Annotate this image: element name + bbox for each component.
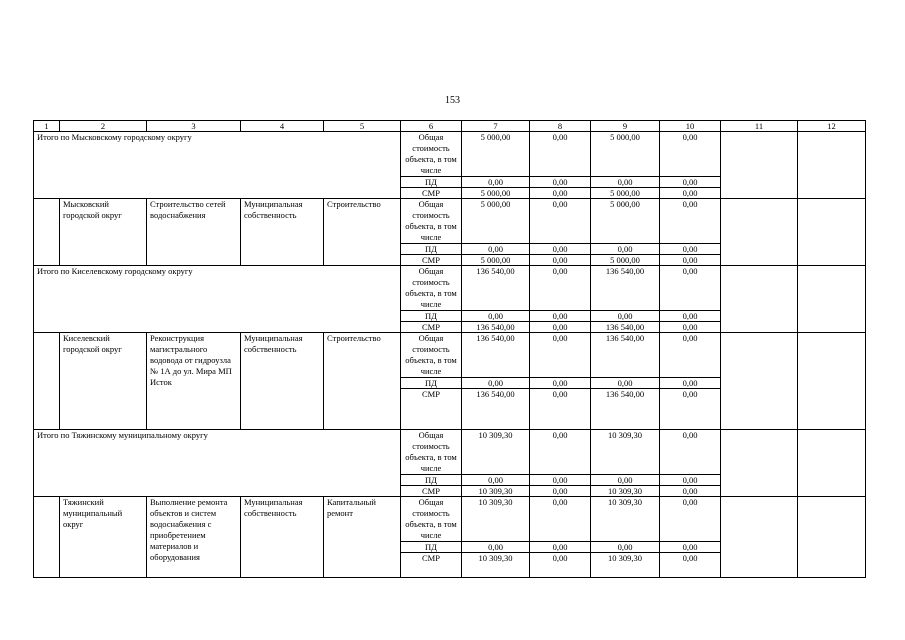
value-cell-c7: 0,00 <box>462 475 530 486</box>
empty-cell-12 <box>798 132 866 199</box>
district-total-label: Итого по Мысковскому городскому округу <box>34 132 401 199</box>
value-cell-c8: 0,00 <box>530 177 591 188</box>
empty-cell-11 <box>721 333 798 430</box>
column-header: 10 <box>660 121 721 132</box>
value-cell-c10: 0,00 <box>660 430 721 475</box>
cost-type-cell: ПД <box>401 542 462 553</box>
column-header: 9 <box>591 121 660 132</box>
value-cell-c7: 10 309,30 <box>462 497 530 542</box>
ownership-cell: Муниципальная собственность <box>241 497 324 578</box>
financing-table <box>33 120 866 578</box>
value-cell-c10: 0,00 <box>660 333 721 378</box>
value-cell-c10: 0,00 <box>660 475 721 486</box>
cost-type-cell: СМР <box>401 389 462 430</box>
value-cell-c10: 0,00 <box>660 553 721 578</box>
empty-cell-12 <box>798 266 866 333</box>
value-cell-c8: 0,00 <box>530 542 591 553</box>
cost-type-cell: СМР <box>401 255 462 266</box>
cost-type-cell: ПД <box>401 177 462 188</box>
value-cell-c9: 0,00 <box>591 475 660 486</box>
work-type-cell: Строительство <box>324 199 401 266</box>
empty-cell-11 <box>721 497 798 578</box>
value-cell-c9: 5 000,00 <box>591 188 660 199</box>
value-cell-c8: 0,00 <box>530 553 591 578</box>
value-cell-c8: 0,00 <box>530 311 591 322</box>
ownership-cell: Муниципальная собственность <box>241 199 324 266</box>
value-cell-c7: 136 540,00 <box>462 266 530 311</box>
row-number-cell <box>34 497 60 578</box>
cost-type-cell: СМР <box>401 486 462 497</box>
value-cell-c9: 0,00 <box>591 177 660 188</box>
value-cell-c7: 5 000,00 <box>462 255 530 266</box>
empty-cell-11 <box>721 430 798 497</box>
column-header: 8 <box>530 121 591 132</box>
district-total-total-cost-row <box>34 132 866 177</box>
header-row <box>34 121 866 132</box>
value-cell-c7: 10 309,30 <box>462 553 530 578</box>
value-cell-c9: 136 540,00 <box>591 322 660 333</box>
value-cell-c10: 0,00 <box>660 486 721 497</box>
value-cell-c10: 0,00 <box>660 177 721 188</box>
value-cell-c10: 0,00 <box>660 188 721 199</box>
value-cell-c7: 5 000,00 <box>462 199 530 244</box>
value-cell-c7: 136 540,00 <box>462 322 530 333</box>
value-cell-c9: 5 000,00 <box>591 199 660 244</box>
work-type-cell: Строительство <box>324 333 401 430</box>
value-cell-c7: 0,00 <box>462 244 530 255</box>
value-cell-c9: 136 540,00 <box>591 389 660 430</box>
value-cell-c7: 5 000,00 <box>462 188 530 199</box>
empty-cell-11 <box>721 266 798 333</box>
value-cell-c8: 0,00 <box>530 322 591 333</box>
column-header: 1 <box>34 121 60 132</box>
object-total-cost-row <box>34 333 866 378</box>
object-total-cost-row <box>34 199 866 244</box>
value-cell-c9: 10 309,30 <box>591 430 660 475</box>
value-cell-c8: 0,00 <box>530 244 591 255</box>
value-cell-c8: 0,00 <box>530 188 591 199</box>
value-cell-c7: 5 000,00 <box>462 132 530 177</box>
value-cell-c8: 0,00 <box>530 430 591 475</box>
value-cell-c9: 10 309,30 <box>591 497 660 542</box>
empty-cell-12 <box>798 199 866 266</box>
municipality-cell: Киселевский городской округ <box>60 333 147 430</box>
value-cell-c7: 10 309,30 <box>462 486 530 497</box>
cost-type-cell: СМР <box>401 322 462 333</box>
value-cell-c10: 0,00 <box>660 322 721 333</box>
cost-type-cell: Общая стоимость объекта, в том числе <box>401 266 462 311</box>
empty-cell-12 <box>798 430 866 497</box>
value-cell-c9: 0,00 <box>591 378 660 389</box>
row-number-cell <box>34 199 60 266</box>
value-cell-c8: 0,00 <box>530 255 591 266</box>
district-total-label: Итого по Тяжинскому муниципальному округу <box>34 430 401 497</box>
object-name-cell: Реконструкция магистрального водовода от гидроузла № 1А до ул. Мира МП Исток <box>147 333 241 430</box>
value-cell-c10: 0,00 <box>660 199 721 244</box>
empty-cell-12 <box>798 333 866 430</box>
value-cell-c7: 0,00 <box>462 542 530 553</box>
cost-type-cell: ПД <box>401 475 462 486</box>
value-cell-c9: 5 000,00 <box>591 255 660 266</box>
column-header: 11 <box>721 121 798 132</box>
empty-cell-11 <box>721 199 798 266</box>
value-cell-c9: 10 309,30 <box>591 553 660 578</box>
district-total-total-cost-row <box>34 266 866 311</box>
value-cell-c7: 10 309,30 <box>462 430 530 475</box>
value-cell-c10: 0,00 <box>660 132 721 177</box>
cost-type-cell: СМР <box>401 188 462 199</box>
empty-cell-12 <box>798 497 866 578</box>
column-header: 7 <box>462 121 530 132</box>
cost-type-cell: Общая стоимость объекта, в том числе <box>401 497 462 542</box>
value-cell-c10: 0,00 <box>660 389 721 430</box>
value-cell-c8: 0,00 <box>530 199 591 244</box>
value-cell-c10: 0,00 <box>660 244 721 255</box>
column-header: 12 <box>798 121 866 132</box>
object-name-cell: Выполнение ремонта объектов и систем водоснабжения с приобретением материалов и оборудования <box>147 497 241 578</box>
value-cell-c8: 0,00 <box>530 266 591 311</box>
value-cell-c8: 0,00 <box>530 378 591 389</box>
value-cell-c7: 0,00 <box>462 311 530 322</box>
object-name-cell: Строительство сетей водоснабжения <box>147 199 241 266</box>
value-cell-c10: 0,00 <box>660 497 721 542</box>
cost-type-cell: ПД <box>401 378 462 389</box>
district-total-total-cost-row <box>34 430 866 475</box>
value-cell-c8: 0,00 <box>530 389 591 430</box>
value-cell-c9: 10 309,30 <box>591 486 660 497</box>
cost-type-cell: Общая стоимость объекта, в том числе <box>401 199 462 244</box>
cost-type-cell: СМР <box>401 553 462 578</box>
row-number-cell <box>34 333 60 430</box>
value-cell-c9: 5 000,00 <box>591 132 660 177</box>
value-cell-c7: 136 540,00 <box>462 333 530 378</box>
value-cell-c9: 0,00 <box>591 311 660 322</box>
cost-type-cell: Общая стоимость объекта, в том числе <box>401 132 462 177</box>
municipality-cell: Тяжинский муниципальный округ <box>60 497 147 578</box>
object-total-cost-row <box>34 497 866 542</box>
value-cell-c10: 0,00 <box>660 266 721 311</box>
value-cell-c10: 0,00 <box>660 542 721 553</box>
column-header: 3 <box>147 121 241 132</box>
column-header: 6 <box>401 121 462 132</box>
value-cell-c8: 0,00 <box>530 475 591 486</box>
cost-type-cell: Общая стоимость объекта, в том числе <box>401 333 462 378</box>
value-cell-c7: 0,00 <box>462 378 530 389</box>
value-cell-c9: 136 540,00 <box>591 333 660 378</box>
value-cell-c10: 0,00 <box>660 255 721 266</box>
page-number: 153 <box>445 95 460 106</box>
value-cell-c7: 0,00 <box>462 177 530 188</box>
value-cell-c8: 0,00 <box>530 497 591 542</box>
empty-cell-11 <box>721 132 798 199</box>
cost-type-cell: ПД <box>401 244 462 255</box>
value-cell-c9: 0,00 <box>591 244 660 255</box>
column-header: 4 <box>241 121 324 132</box>
work-type-cell: Капитальный ремонт <box>324 497 401 578</box>
value-cell-c8: 0,00 <box>530 333 591 378</box>
value-cell-c10: 0,00 <box>660 311 721 322</box>
cost-type-cell: Общая стоимость объекта, в том числе <box>401 430 462 475</box>
value-cell-c9: 136 540,00 <box>591 266 660 311</box>
value-cell-c10: 0,00 <box>660 378 721 389</box>
cost-type-cell: ПД <box>401 311 462 322</box>
value-cell-c7: 136 540,00 <box>462 389 530 430</box>
district-total-label: Итого по Киселевскому городскому округу <box>34 266 401 333</box>
column-header: 5 <box>324 121 401 132</box>
value-cell-c8: 0,00 <box>530 486 591 497</box>
column-header: 2 <box>60 121 147 132</box>
value-cell-c8: 0,00 <box>530 132 591 177</box>
ownership-cell: Муниципальная собственность <box>241 333 324 430</box>
municipality-cell: Мысковский городской округ <box>60 199 147 266</box>
value-cell-c9: 0,00 <box>591 542 660 553</box>
